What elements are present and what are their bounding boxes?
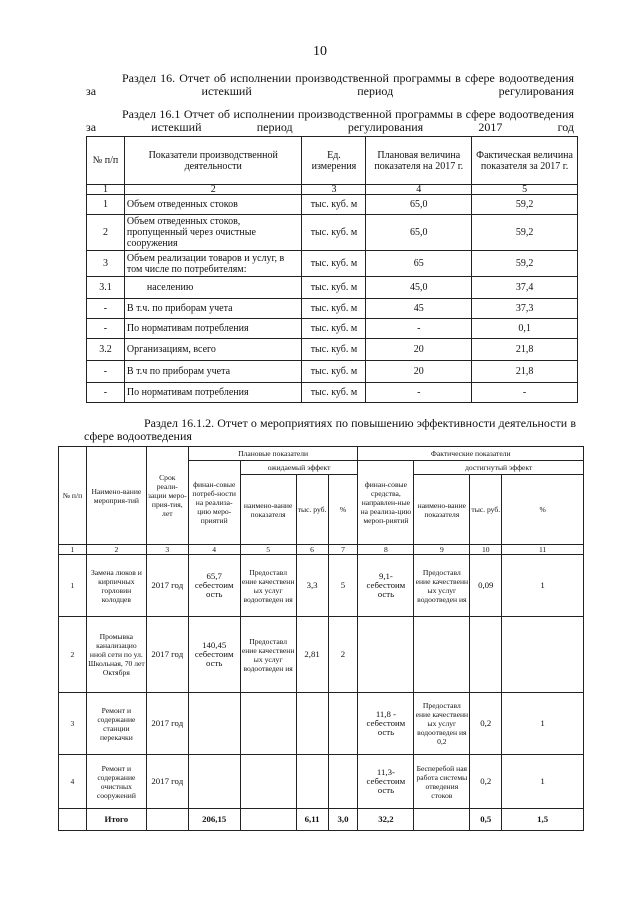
cell: 140,45 себестоим ость	[188, 617, 240, 693]
cell: 1	[87, 195, 125, 215]
cell: -	[87, 319, 125, 339]
cell: -	[87, 299, 125, 319]
cell: 3.1	[87, 277, 125, 299]
header-plan: Плановые показатели	[188, 447, 358, 461]
header-achieved: достигнутый эффект	[414, 461, 584, 475]
cell: 1	[502, 555, 584, 617]
header-row-1	[59, 447, 584, 461]
colnum: 6	[296, 545, 328, 555]
header-indicator-name: наимено-вание показателя	[240, 475, 296, 545]
cell	[296, 755, 328, 809]
cell: 3	[87, 251, 125, 277]
cell: -	[366, 383, 472, 403]
cell: 5	[328, 555, 358, 617]
cell: населению	[124, 277, 302, 299]
cell: 45,0	[366, 277, 472, 299]
cell: тыс. куб. м	[302, 361, 366, 383]
cell: В т.ч. по приборам учета	[124, 299, 302, 319]
cell: 2017 год	[146, 693, 188, 755]
cell: тыс. куб. м	[302, 383, 366, 403]
cell	[502, 617, 584, 693]
cell: 0,2	[470, 693, 502, 755]
table-row	[59, 617, 584, 693]
colnum: 2	[124, 185, 302, 195]
cell	[146, 809, 188, 831]
cell	[240, 809, 296, 831]
total-fact-rub: 0,5	[470, 809, 502, 831]
cell: 0,09	[470, 555, 502, 617]
cell: 2017 год	[146, 617, 188, 693]
cell	[59, 809, 87, 831]
page-number: 10	[313, 44, 327, 59]
cell: 9,1- себестоим ость	[358, 555, 414, 617]
header-term: Срок реали-зации меро-прия-тия, лет	[146, 447, 188, 545]
cell: 21,8	[472, 361, 578, 383]
total-row	[59, 809, 584, 831]
table-row	[87, 299, 578, 319]
cell: 45	[366, 299, 472, 319]
cell	[414, 617, 470, 693]
colnum: 3	[302, 185, 366, 195]
table-header-row	[87, 137, 578, 185]
cell: 3.2	[87, 339, 125, 361]
header-plan-finance: финан-совые потреб-ности на реализа-цию меро-приятий	[188, 461, 240, 545]
cell: Объем отведенных стоков	[124, 195, 302, 215]
section-16-title: Раздел 16. Отчет об исполнении производственной программы в сфере водоотведения за истекший период регулирования	[86, 71, 574, 98]
cell	[358, 617, 414, 693]
cell: 59,2	[472, 215, 578, 251]
cell: 59,2	[472, 195, 578, 215]
efficiency-measures-table	[58, 446, 584, 831]
table-row	[59, 555, 584, 617]
cell: 21,8	[472, 339, 578, 361]
cell: тыс. куб. м	[302, 277, 366, 299]
column-number-row	[59, 545, 584, 555]
cell: 65,0	[366, 215, 472, 251]
cell: Организациям, всего	[124, 339, 302, 361]
cell	[470, 617, 502, 693]
cell	[188, 693, 240, 755]
cell: 37,3	[472, 299, 578, 319]
header-fact: Фактические показатели	[358, 447, 584, 461]
cell	[188, 755, 240, 809]
header-fact-finance: финан-совые средства, направлен-ные на реализа-цию мероп-риятий	[358, 461, 414, 545]
cell: 20	[366, 361, 472, 383]
header-indicator-name: наимено-вание показателя	[414, 475, 470, 545]
cell: Предоставл ение качественн ых услуг водоотведен ия	[414, 555, 470, 617]
cell: 37,4	[472, 277, 578, 299]
total-plan-finance: 206,15	[188, 809, 240, 831]
cell: 2017 год	[146, 755, 188, 809]
header-pct: %	[502, 475, 584, 545]
cell: 11,8 - себестоим ость	[358, 693, 414, 755]
cell: Замена люков и кирпичных горловин колодцев	[86, 555, 146, 617]
production-program-table	[86, 136, 578, 403]
cell: тыс. куб. м	[302, 195, 366, 215]
cell: 1	[502, 755, 584, 809]
colnum: 11	[502, 545, 584, 555]
table-row	[87, 215, 578, 251]
header-num: № п/п	[59, 447, 87, 545]
table-row	[59, 693, 584, 755]
table-row	[59, 755, 584, 809]
cell: По нормативам потребления	[124, 319, 302, 339]
cell: -	[87, 361, 125, 383]
total-fact-finance: 32,2	[358, 809, 414, 831]
cell: тыс. куб. м	[302, 339, 366, 361]
cell: 4	[59, 755, 87, 809]
colnum: 2	[86, 545, 146, 555]
cell: Предоставл ение качественн ых услуг водоотведен ия	[240, 617, 296, 693]
header-pct: %	[328, 475, 358, 545]
table-row	[87, 383, 578, 403]
cell: В т.ч по приборам учета	[124, 361, 302, 383]
cell: 65,0	[366, 195, 472, 215]
cell: -	[366, 319, 472, 339]
cell: Предоставл ение качественн ых услуг водоотведен ия 0,2	[414, 693, 470, 755]
header-expected: ожидаемый эффект	[240, 461, 358, 475]
table-row	[87, 361, 578, 383]
cell: 0,1	[472, 319, 578, 339]
cell	[240, 693, 296, 755]
header-fact: Фактическая величина показателя за 2017 г.	[472, 137, 578, 185]
section-16-1-title: Раздел 16.1 Отчет об исполнении производственной программы в сфере водоотведения за истекший период регулирования 2017 год	[86, 107, 574, 134]
cell: тыс. куб. м	[302, 251, 366, 277]
header-unit: Ед. измерения	[302, 137, 366, 185]
table-row	[87, 277, 578, 299]
cell: 20	[366, 339, 472, 361]
total-label: Итого	[86, 809, 146, 831]
colnum: 9	[414, 545, 470, 555]
section-16-1-2-title: Раздел 16.1.2. Отчет о мероприятиях по повышению эффективности деятельности в сфере водоотведения	[84, 416, 576, 443]
table-row	[87, 319, 578, 339]
cell: тыс. куб. м	[302, 215, 366, 251]
cell: 2	[87, 215, 125, 251]
header-plan: Плановая величина показателя на 2017 г.	[366, 137, 472, 185]
cell: Объем отведенных стоков, пропущенный через очистные сооружения	[124, 215, 302, 251]
header-name: Наимено-вание мероприя-тий	[86, 447, 146, 545]
cell: 2,81	[296, 617, 328, 693]
table-row	[87, 251, 578, 277]
cell: 1	[502, 693, 584, 755]
cell: 2	[59, 617, 87, 693]
cell: 0,2	[470, 755, 502, 809]
table-row	[87, 339, 578, 361]
cell: -	[87, 383, 125, 403]
cell: По нормативам потребления	[124, 383, 302, 403]
cell: Предоставл ение качественн ых услуг водоотведен ия	[240, 555, 296, 617]
cell: 1	[59, 555, 87, 617]
cell	[328, 755, 358, 809]
total-plan-pct: 3,0	[328, 809, 358, 831]
table-row	[87, 195, 578, 215]
header-rub: тыс. руб.	[470, 475, 502, 545]
cell	[414, 809, 470, 831]
colnum: 5	[240, 545, 296, 555]
colnum: 7	[328, 545, 358, 555]
colnum: 1	[87, 185, 125, 195]
cell: 65	[366, 251, 472, 277]
cell	[296, 693, 328, 755]
colnum: 3	[146, 545, 188, 555]
cell: Объем реализации товаров и услуг, в том числе по потребителям:	[124, 251, 302, 277]
header-rub: тыс. руб.	[296, 475, 328, 545]
header-indicator: Показатели производственной деятельности	[124, 137, 302, 185]
cell: Промывка канализацио нной сети по ул. Школьная, 70 лет Октября	[86, 617, 146, 693]
cell: 59,2	[472, 251, 578, 277]
cell: 11,3- себестоим ость	[358, 755, 414, 809]
colnum: 8	[358, 545, 414, 555]
cell	[328, 693, 358, 755]
total-fact-pct: 1,5	[502, 809, 584, 831]
cell: 3,3	[296, 555, 328, 617]
cell: -	[472, 383, 578, 403]
cell: 2017 год	[146, 555, 188, 617]
cell: 3	[59, 693, 87, 755]
cell	[240, 755, 296, 809]
cell: 65,7 себестоим ость	[188, 555, 240, 617]
cell: 2	[328, 617, 358, 693]
colnum: 5	[472, 185, 578, 195]
column-number-row	[87, 185, 578, 195]
colnum: 1	[59, 545, 87, 555]
colnum: 4	[188, 545, 240, 555]
total-plan-rub: 6,11	[296, 809, 328, 831]
colnum: 4	[366, 185, 472, 195]
cell: Ремонт и содержание станции перекачки	[86, 693, 146, 755]
colnum: 10	[470, 545, 502, 555]
header-num: № п/п	[87, 137, 125, 185]
cell: тыс. куб. м	[302, 299, 366, 319]
cell: Ремонт и содержание очистных сооружений	[86, 755, 146, 809]
cell: Бесперебой ная работа системы отведения стоков	[414, 755, 470, 809]
cell: тыс. куб. м	[302, 319, 366, 339]
